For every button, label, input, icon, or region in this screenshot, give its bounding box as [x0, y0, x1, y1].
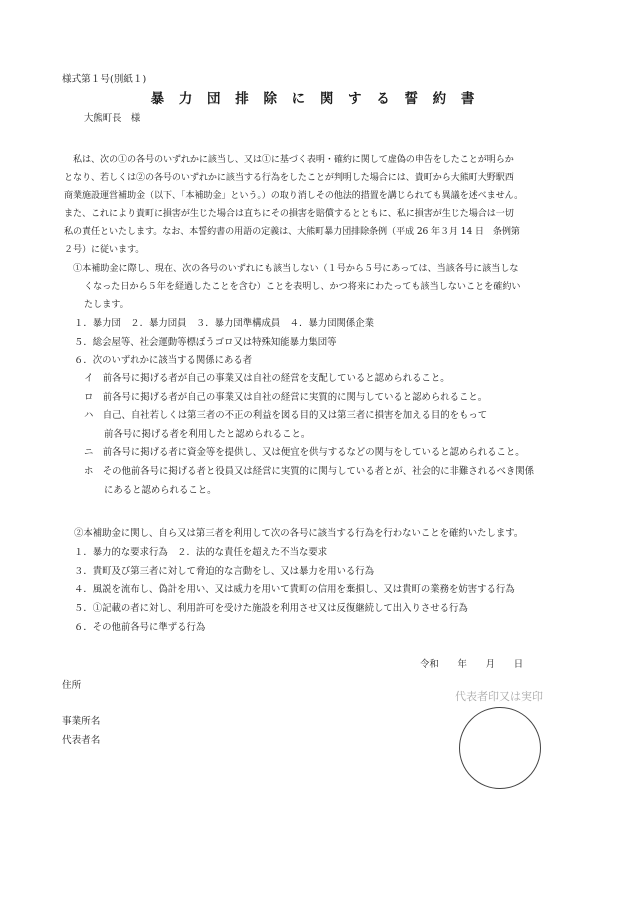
representative-name-label: 代表者名	[62, 735, 101, 746]
intro-paragraph	[64, 151, 558, 260]
section1-heading-line: たします。	[84, 300, 129, 310]
intro-line: 私は、次の①の各号のいずれかに該当し、又は①に基づく表明・確約に関して虚偽の申告をしたことが明らか	[73, 155, 514, 165]
section1-heading-line: ①本補助金に際し、現在、次の各号のいずれにも該当しない（１号から５号にあっては、当該各号に該当しな	[73, 264, 519, 274]
section1-subitem: ニ 前各号に掲げる者に資金等を提供し、又は便宜を供与するなどの関与をしていると認められること。	[84, 447, 525, 458]
section2-item: ４．風説を流布し、偽計を用い、又は威力を用いて貴町の信用を棄損し、又は貴町の業務を妨害する行為	[74, 584, 515, 595]
section2-heading: ②本補助金に関し、自ら又は第三者を利用して次の各号に該当する行為を行わないことを確約いたします。	[74, 528, 524, 539]
addressee: 大熊町長 様	[84, 113, 141, 124]
section1-subitem: ロ 前各号に掲げる者が自己の事業又は自社の経営に実質的に関与していると認められること。	[84, 392, 488, 403]
seal-label: 代表者印又は実印	[455, 690, 543, 703]
section1-subitem: ハ 自己、自社若しくは第三者の不正の利益を図る目的又は第三者に損害を加える目的をもって	[84, 410, 488, 421]
intro-line: また、これにより貴町に損害が生じた場合は直ちにその損害を賠償するとともに、私に損害が生じた場合は一切	[64, 209, 514, 220]
section2-item: １．暴力的な要求行為 ２．法的な責任を超えた不当な要求	[74, 547, 328, 558]
section1-heading-line: くなった日から５年を経過したことを含む）ことを表明し、かつ将来にわたっても該当しないことを確約い	[84, 282, 521, 292]
seal-circle	[459, 707, 541, 789]
section2-item: ６．その他前各号に準ずる行為	[74, 622, 206, 633]
intro-line: となり、若しくは②の各号のいずれかに該当する行為をしたことが判明した場合には、貴町から大熊町大野駅西	[64, 173, 514, 184]
section1-subitem: 前各号に掲げる者を利用したと認められること。	[104, 429, 311, 440]
section2-item: ３．貴町及び第三者に対して脅迫的な言動をし、又は暴力を用いる行為	[74, 566, 375, 577]
section2-item: ５．①記載の者に対し、利用許可を受けた施設を利用させ又は反復継続して出入りさせる行為	[74, 603, 468, 614]
section1-item: ５．総会屋等、社会運動等標ぼうゴロ又は特殊知能暴力集団等	[74, 337, 337, 348]
document-title: 暴 力 団 排 除 に 関 す る 誓 約 書	[150, 91, 480, 107]
section1-subitem: イ 前各号に掲げる者が自己の事業又は自社の経営を支配していると認められること。	[84, 373, 450, 384]
intro-line: 私の責任といたします。なお、本誓約書の用語の定義は、大熊町暴力団排除条例（平成 26 年３月 14 日 条例第	[64, 227, 520, 238]
section1-subitem: にあると認められること。	[104, 485, 217, 496]
section1-item: １．暴力団 ２．暴力団員 ３．暴力団準構成員 ４．暴力団関係企業	[74, 318, 375, 329]
office-name-label: 事業所名	[62, 716, 101, 727]
intro-line: ２号）に従います。	[64, 245, 145, 256]
form-number: 様式第１号(別紙１)	[62, 74, 147, 85]
date-line: 令和 年 月 日	[420, 659, 524, 670]
section1-subitem: ホ その他前各号に掲げる者と役員又は経営に実質的に関与している者とが、社会的に非難されるべき関係	[84, 466, 535, 477]
address-label: 住所	[62, 680, 82, 691]
section1-item: ６．次のいずれかに該当する関係にある者	[74, 355, 253, 366]
intro-line: 商業施設運営補助金（以下、「本補助金」という。）の取り消しその他法的措置を講じられても異議を述べません。	[64, 191, 524, 202]
